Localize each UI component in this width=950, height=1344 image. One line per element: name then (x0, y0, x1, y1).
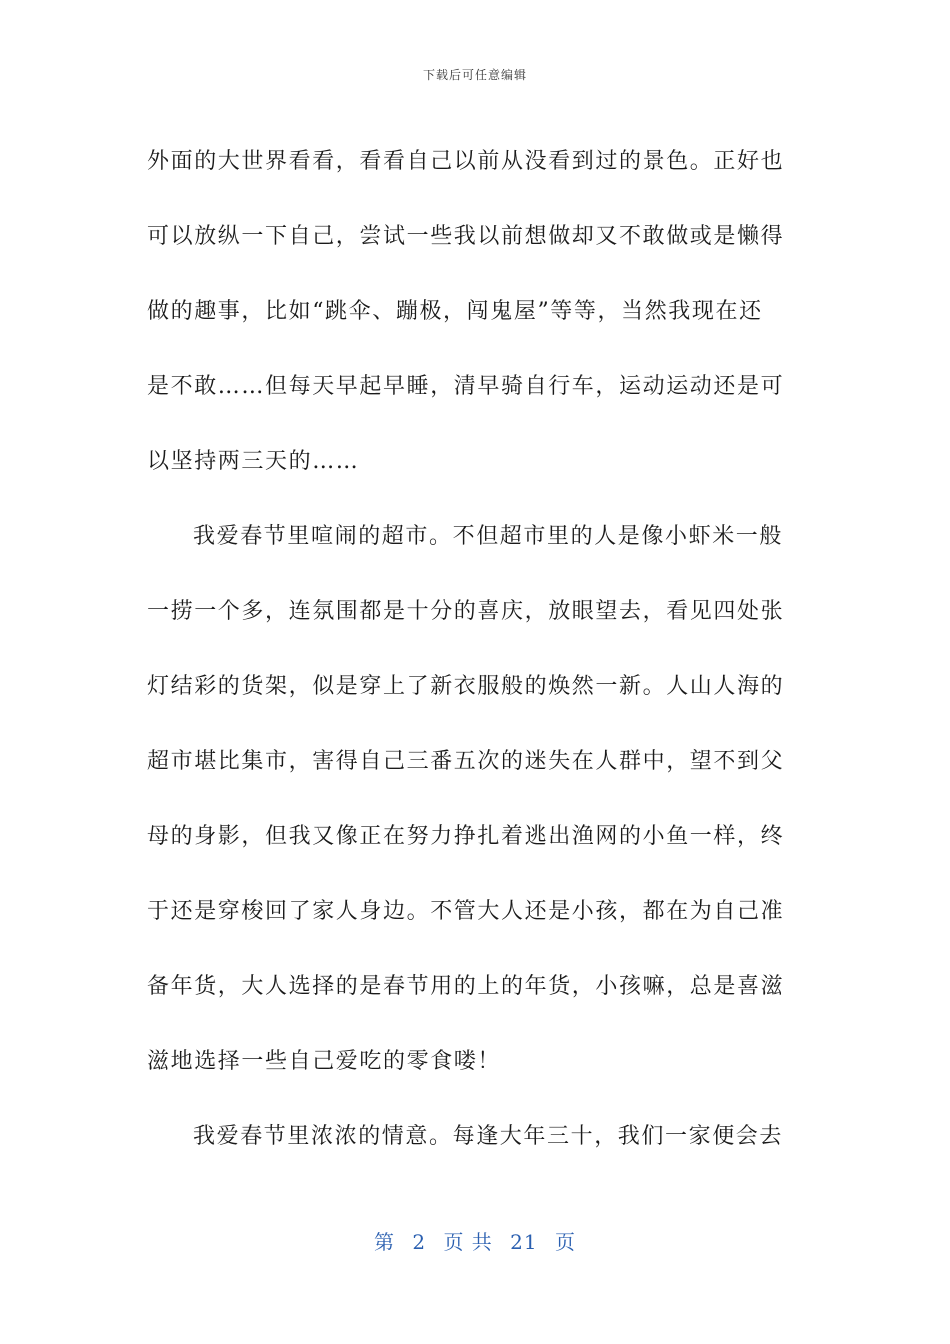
page-header: 下载后可任意编辑 (422, 68, 527, 82)
text-line: 以坚持两三天的…… (147, 449, 360, 474)
paragraph-3 (147, 1099, 793, 1174)
text-line: 可以放纵一下自己，尝试一些我以前想做却又不敢做或是懒得 (147, 224, 785, 249)
text-line: 做的趣事，比如“跳伞、蹦极，闯鬼屋”等等，当然我现在还 (147, 299, 763, 324)
text-line: 外面的大世界看看，看看自己以前从没看到过的景色。正好也 (147, 149, 785, 174)
text-line: 我爱春节里浓浓的情意。每逢大年三十，我们一家便会去 (193, 1124, 784, 1149)
paragraph-2 (147, 499, 793, 1099)
current-page-number: 2 (412, 1230, 427, 1254)
paragraph-1 (147, 124, 793, 499)
page-label-suffix: 页 (554, 1230, 576, 1254)
text-line: 灯结彩的货架，似是穿上了新衣服般的焕然一新。人山人海的 (147, 674, 785, 699)
text-line: 于还是穿梭回了家人身边。不管大人还是小孩，都在为自己准 (147, 899, 785, 924)
text-line: 我爱春节里喧闹的超市。不但超市里的人是像小虾米一般 (193, 524, 784, 549)
text-line: 母的身影，但我又像正在努力挣扎着逃出渔网的小鱼一样，终 (147, 824, 785, 849)
document-body (147, 124, 793, 1174)
text-line: 一捞一个多，连氛围都是十分的喜庆，放眼望去，看见四处张 (147, 599, 785, 624)
text-line: 是不敢……但每天早起早睡，清早骑自行车，运动运动还是可 (147, 374, 785, 399)
text-line: 备年货，大人选择的是春节用的上的年货，小孩嘛，总是喜滋 (147, 974, 785, 999)
page-footer (0, 1226, 950, 1255)
text-line: 超市堪比集市，害得自己三番五次的迷失在人群中，望不到父 (147, 749, 785, 774)
total-page-count: 21 (510, 1230, 538, 1254)
page-label-prefix: 第 (374, 1230, 395, 1254)
page-label-middle: 页 共 (443, 1230, 493, 1254)
text-line: 滋地选择一些自己爱吃的零食喽！ (147, 1049, 502, 1074)
